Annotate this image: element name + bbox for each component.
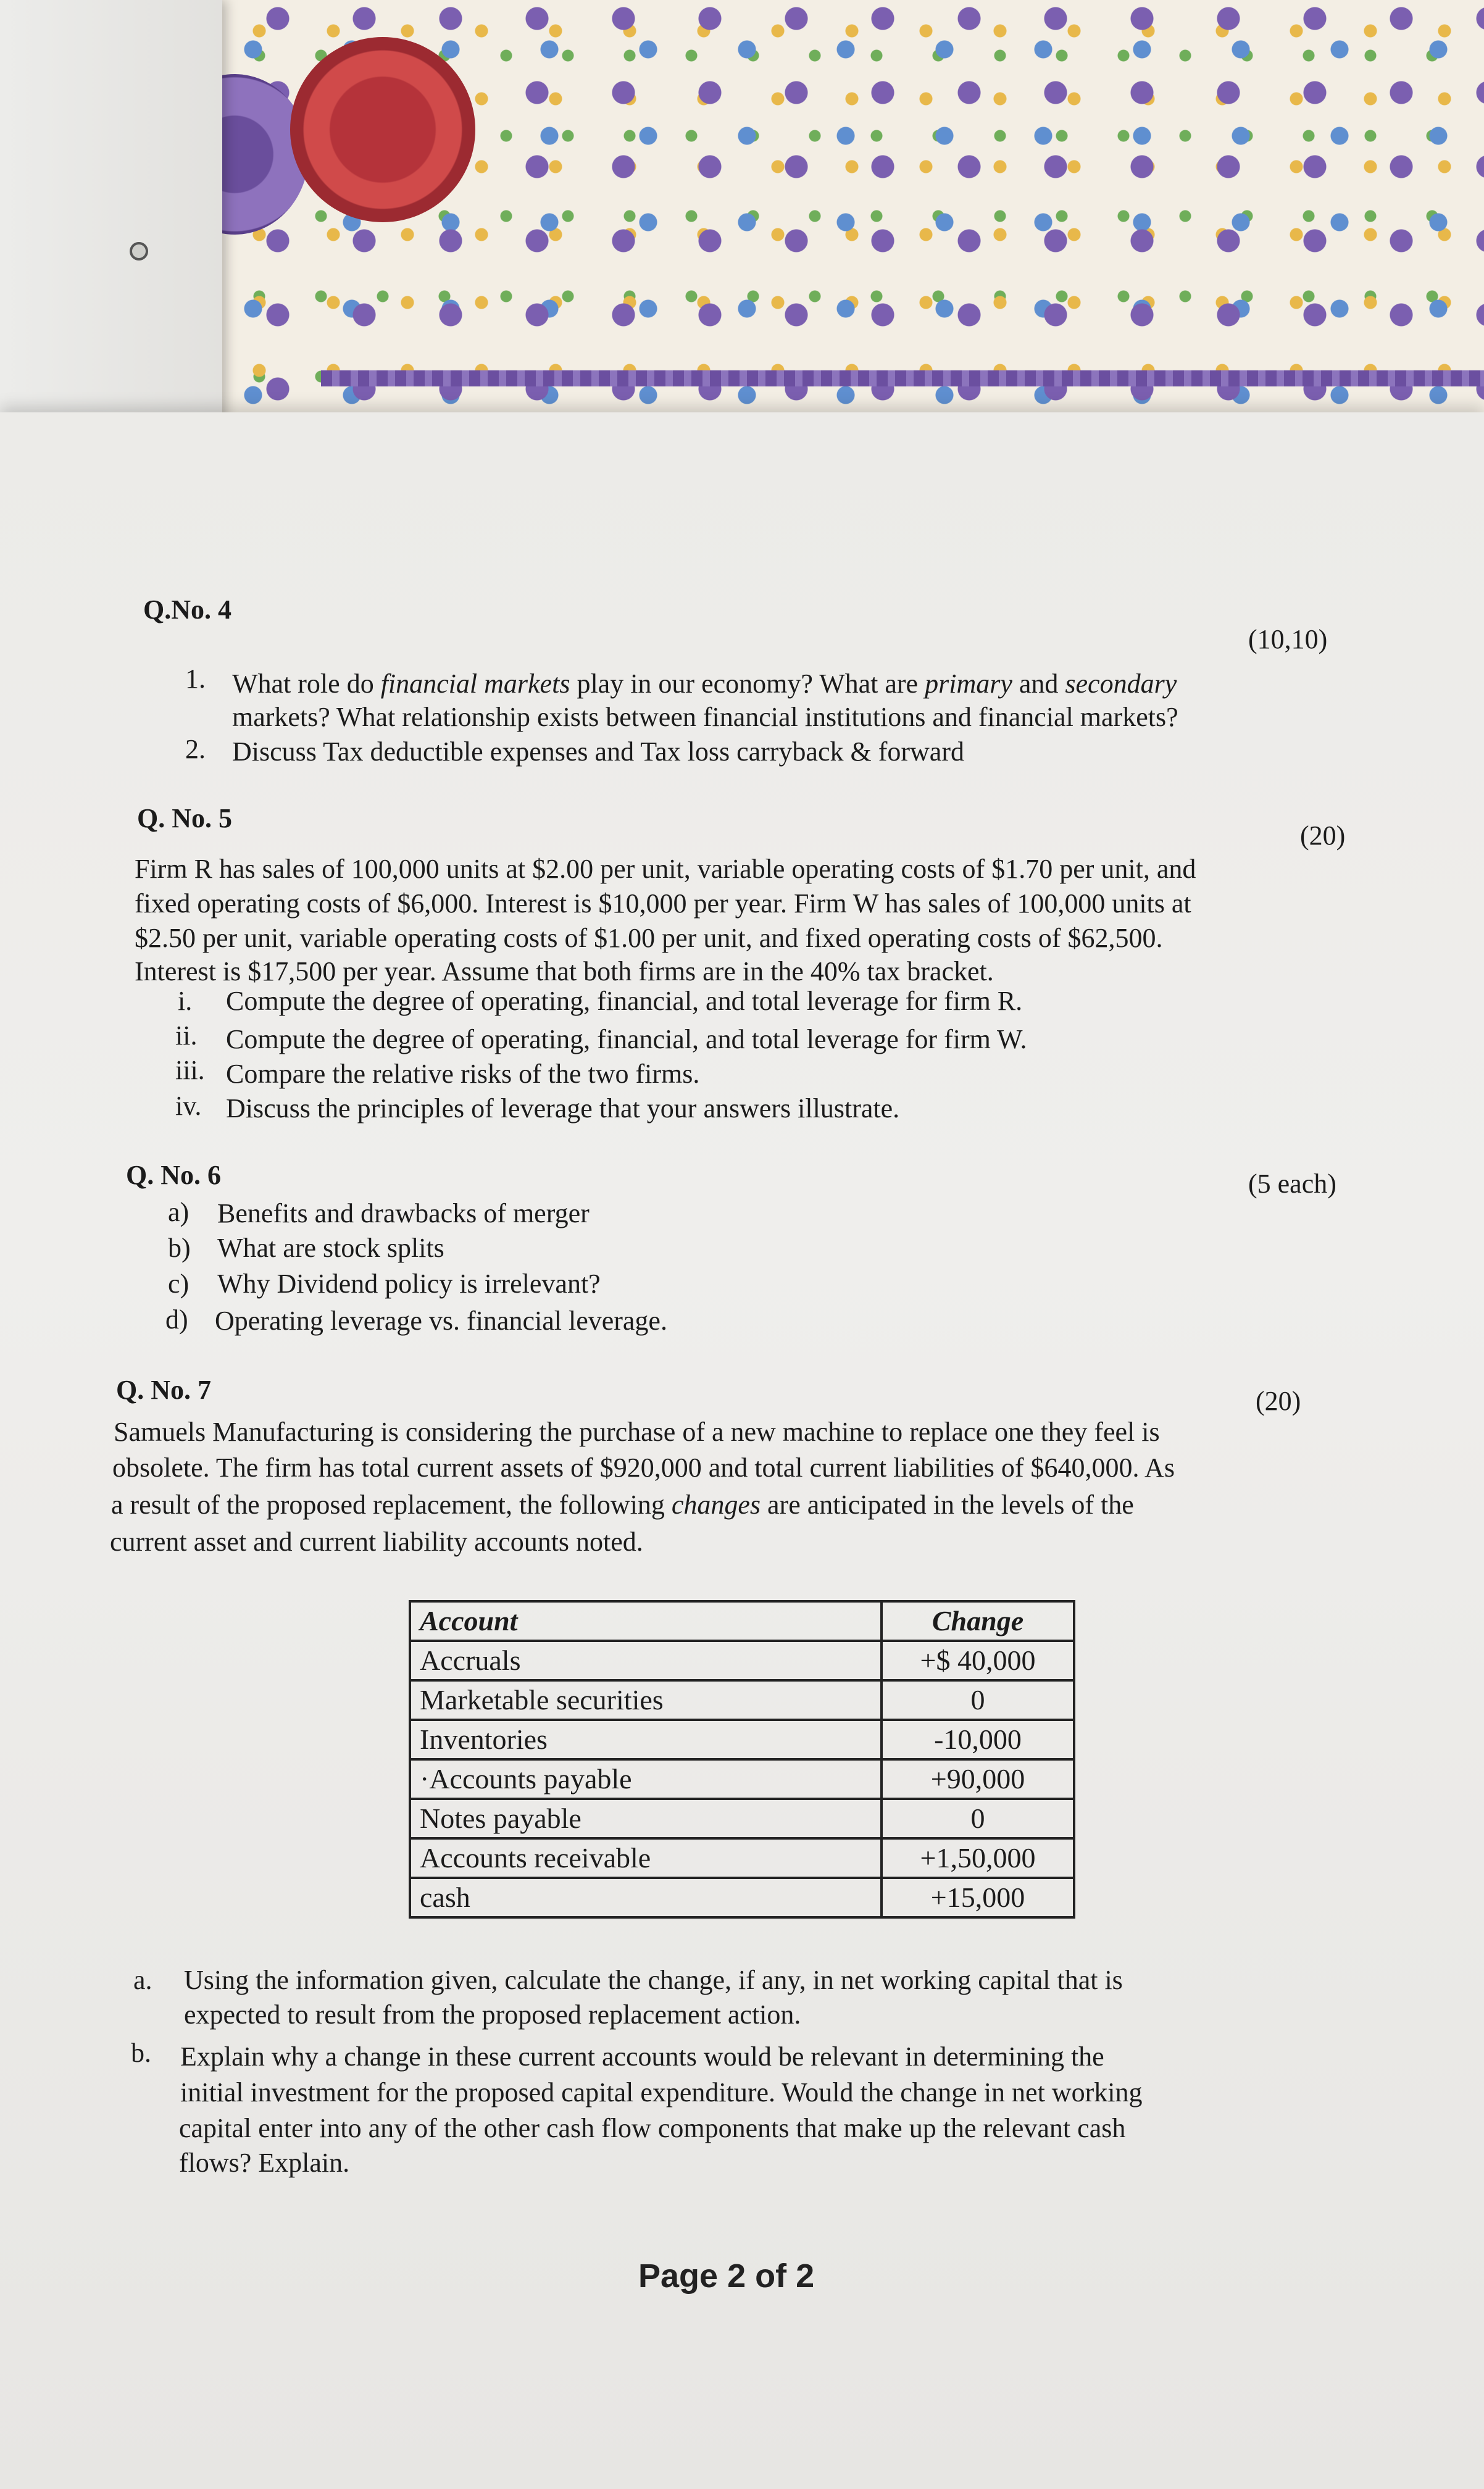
table-cell-account: Accruals — [410, 1641, 882, 1680]
fabric-trim — [321, 370, 1484, 386]
table-row — [410, 1641, 1074, 1680]
table-row — [410, 1759, 1074, 1799]
q4-item-2-text: Discuss Tax deductible expenses and Tax loss carryback & forward — [232, 736, 964, 767]
table-cell-change: 0 — [882, 1799, 1074, 1838]
q7-marks: (20) — [1256, 1386, 1301, 1416]
q7-body-line-3: a result of the proposed replacement, the following changes are anticipated in the levels of the — [111, 1490, 1134, 1520]
table-cell-account: cash — [410, 1878, 882, 1917]
table-cell-account: Notes payable — [410, 1799, 882, 1838]
q5-body-line-2: fixed operating costs of $6,000. Interest is $10,000 per year. Firm W has sales of 100,000 units at — [135, 888, 1191, 919]
fabric-flower-rose — [290, 37, 475, 222]
q5-item-iv-num: iv. — [175, 1091, 202, 1121]
fabric-background — [0, 0, 1484, 482]
page-number: Page 2 of 2 — [638, 2258, 815, 2295]
table-header-change: Change — [882, 1601, 1074, 1641]
q4-item-1-num: 1. — [185, 664, 206, 694]
q5-title: Q. No. 5 — [137, 803, 232, 833]
table-row — [410, 1720, 1074, 1759]
q5-item-i-num: i. — [178, 986, 193, 1016]
q4-item-1-line2: markets? What relationship exists between financial institutions and financial markets? — [232, 702, 1178, 732]
q4-item-1-line1: What role do financial markets play in our economy? What are primary and secondary — [232, 669, 1177, 699]
q6-item-a-text: Benefits and drawbacks of merger — [217, 1198, 590, 1228]
q5-item-ii-text: Compute the degree of operating, financial, and total leverage for firm W. — [226, 1024, 1027, 1054]
q4-title: Q.No. 4 — [143, 594, 231, 625]
q5-item-iii-num: iii. — [175, 1055, 205, 1085]
q5-item-ii-num: ii. — [175, 1020, 198, 1051]
q7-item-b-line3: capital enter into any of the other cash flow components that make up the relevant cash — [179, 2113, 1126, 2143]
q7-item-a-num: a. — [133, 1965, 152, 1995]
q6-item-a-num: a) — [168, 1197, 190, 1227]
table-cell-account: ·Accounts payable — [410, 1759, 882, 1799]
q5-item-iii-text: Compare the relative risks of the two firms. — [226, 1059, 700, 1089]
q7-item-a-line1: Using the information given, calculate the change, if any, in net working capital that is — [184, 1965, 1123, 1995]
q6-item-c-num: c) — [168, 1269, 190, 1299]
table-cell-account: Marketable securities — [410, 1680, 882, 1720]
q5-marks: (20) — [1300, 820, 1346, 851]
q7-item-b-line2: initial investment for the proposed capital expenditure. Would the change in net working — [180, 2077, 1143, 2108]
table-cell-change: +90,000 — [882, 1759, 1074, 1799]
q4-item-2-num: 2. — [185, 734, 206, 764]
q5-item-iv-text: Discuss the principles of leverage that your answers illustrate. — [226, 1093, 900, 1124]
table-cell-change: +1,50,000 — [882, 1838, 1074, 1878]
punch-hole — [130, 242, 148, 261]
q7-item-b-line4: flows? Explain. — [179, 2148, 350, 2178]
q5-body-line-4: Interest is $17,500 per year. Assume that both firms are in the 40% tax bracket. — [135, 956, 994, 986]
table-cell-account: Inventories — [410, 1720, 882, 1759]
q6-title: Q. No. 6 — [126, 1160, 221, 1190]
q6-marks: (5 each) — [1248, 1169, 1336, 1199]
q6-item-d-text: Operating leverage vs. financial leverage. — [215, 1306, 667, 1336]
q4-marks: (10,10) — [1248, 624, 1328, 654]
table-header-row — [410, 1601, 1074, 1641]
q6-item-b-num: b) — [168, 1233, 191, 1263]
table-row — [410, 1878, 1074, 1917]
table-cell-change: +15,000 — [882, 1878, 1074, 1917]
q6-item-c-text: Why Dividend policy is irrelevant? — [217, 1269, 601, 1299]
table-cell-change: 0 — [882, 1680, 1074, 1720]
table-row — [410, 1838, 1074, 1878]
q7-body-line-1: Samuels Manufacturing is considering the purchase of a new machine to replace one they feel is — [114, 1417, 1160, 1447]
q6-item-d-num: d) — [165, 1304, 188, 1335]
table-cell-change: +$ 40,000 — [882, 1641, 1074, 1680]
q7-body-line-4: current asset and current liability accounts noted. — [110, 1527, 643, 1557]
q7-item-a-line2: expected to result from the proposed replacement action. — [184, 1999, 801, 2030]
q7-title: Q. No. 7 — [116, 1375, 211, 1405]
q5-item-i-text: Compute the degree of operating, financial, and total leverage for firm R. — [226, 986, 1023, 1016]
q5-body-line-3: $2.50 per unit, variable operating costs of $1.00 per unit, and fixed operating costs of $62,500. — [135, 923, 1163, 953]
q5-body-line-1: Firm R has sales of 100,000 units at $2.00 per unit, variable operating costs of $1.70 per unit, and — [135, 854, 1196, 884]
changes-table — [409, 1600, 1075, 1919]
table-cell-account: Accounts receivable — [410, 1838, 882, 1878]
table-header-account: Account — [410, 1601, 882, 1641]
table-row — [410, 1799, 1074, 1838]
q7-item-b-line1: Explain why a change in these current accounts would be relevant in determining the — [180, 2041, 1104, 2072]
q6-item-b-text: What are stock splits — [217, 1233, 444, 1263]
q7-body-line-2: obsolete. The firm has total current assets of $920,000 and total current liabilities of $640,000. As — [112, 1453, 1175, 1483]
table-cell-change: -10,000 — [882, 1720, 1074, 1759]
q7-item-b-num: b. — [131, 2038, 151, 2068]
table-row — [410, 1680, 1074, 1720]
